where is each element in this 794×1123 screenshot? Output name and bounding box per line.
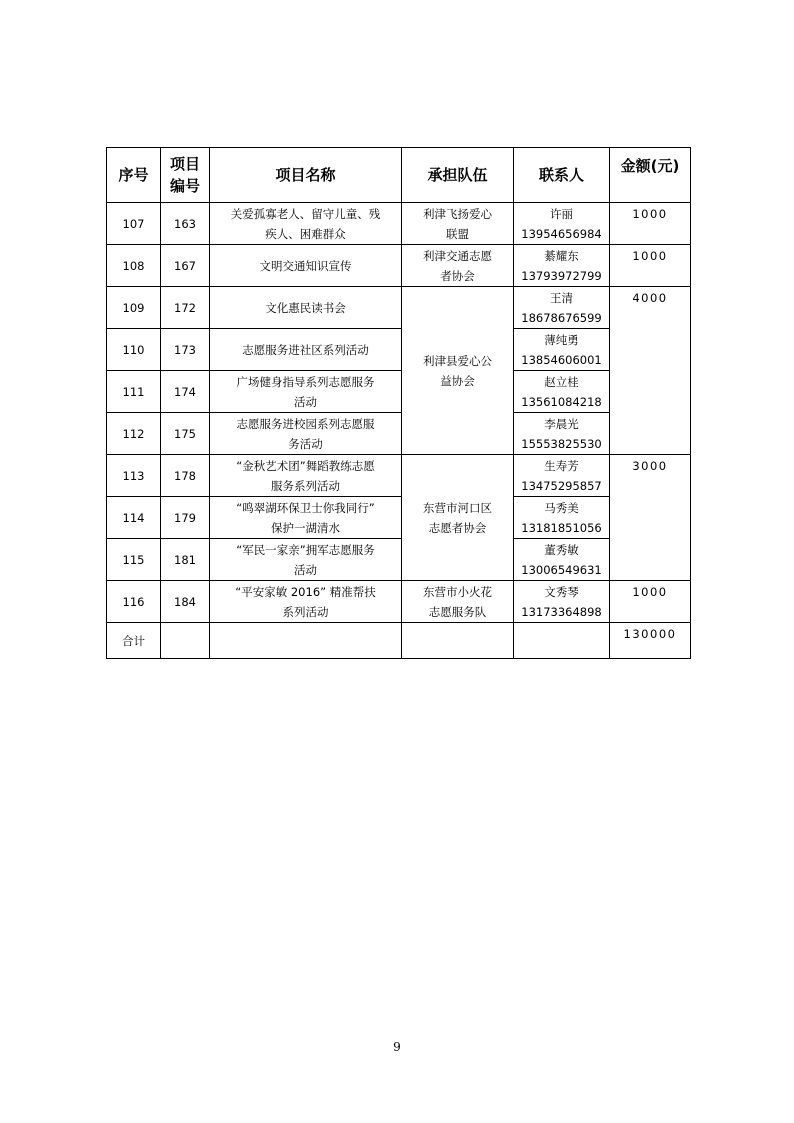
contact-cell: 王清 18678676599 bbox=[514, 287, 610, 329]
seq-cell: 112 bbox=[107, 413, 161, 455]
seq-cell: 110 bbox=[107, 329, 161, 371]
project-name-cell: “军民一家亲”拥军志愿服务 活动 bbox=[210, 539, 402, 581]
amount-cell: 4000 bbox=[610, 287, 691, 455]
project-number-cell: 184 bbox=[161, 581, 210, 623]
table-row bbox=[107, 287, 691, 329]
seq-cell: 115 bbox=[107, 539, 161, 581]
team-cell: 东营市小火花 志愿服务队 bbox=[402, 581, 514, 623]
project-number-cell: 163 bbox=[161, 203, 210, 245]
project-number-cell: 173 bbox=[161, 329, 210, 371]
project-number-cell: 174 bbox=[161, 371, 210, 413]
project-number-cell: 178 bbox=[161, 455, 210, 497]
total-amount: 130000 bbox=[610, 623, 691, 659]
header-project-name: 项目名称 bbox=[210, 148, 402, 203]
project-name-cell: 志愿服务进校园系列志愿服 务活动 bbox=[210, 413, 402, 455]
seq-cell: 111 bbox=[107, 371, 161, 413]
funding-table bbox=[106, 147, 691, 659]
contact-cell: 许丽 13954656984 bbox=[514, 203, 610, 245]
project-number-cell: 167 bbox=[161, 245, 210, 287]
header-seq: 序号 bbox=[107, 148, 161, 203]
table-row bbox=[107, 329, 691, 371]
total-empty-cell bbox=[161, 623, 210, 659]
table-row bbox=[107, 497, 691, 539]
contact-cell: 綦耀东 13793972799 bbox=[514, 245, 610, 287]
contact-cell: 薄纯勇 13854606001 bbox=[514, 329, 610, 371]
project-number-cell: 172 bbox=[161, 287, 210, 329]
contact-cell: 文秀琴 13173364898 bbox=[514, 581, 610, 623]
seq-cell: 107 bbox=[107, 203, 161, 245]
team-cell: 利津县爱心公 益协会 bbox=[402, 287, 514, 455]
header-amount: 金额(元) bbox=[610, 148, 691, 203]
total-empty-cell bbox=[514, 623, 610, 659]
project-number-cell: 179 bbox=[161, 497, 210, 539]
seq-cell: 108 bbox=[107, 245, 161, 287]
project-name-cell: “鸣翠湖环保卫士你我同行” 保护一湖清水 bbox=[210, 497, 402, 539]
project-name-cell: “金秋艺术团”舞蹈教练志愿 服务系列活动 bbox=[210, 455, 402, 497]
seq-cell: 109 bbox=[107, 287, 161, 329]
project-name-cell: 志愿服务进社区系列活动 bbox=[210, 329, 402, 371]
contact-cell: 赵立桂 13561084218 bbox=[514, 371, 610, 413]
table-header-row bbox=[107, 148, 691, 203]
project-name-cell: 文明交通知识宣传 bbox=[210, 245, 402, 287]
seq-cell: 113 bbox=[107, 455, 161, 497]
table-row bbox=[107, 203, 691, 245]
team-cell: 东营市河口区 志愿者协会 bbox=[402, 455, 514, 581]
total-label: 合计 bbox=[107, 623, 161, 659]
project-number-cell: 175 bbox=[161, 413, 210, 455]
project-name-cell: 关爱孤寡老人、留守儿童、残 疾人、困难群众 bbox=[210, 203, 402, 245]
header-project-number: 项目 编号 bbox=[161, 148, 210, 203]
table-row bbox=[107, 581, 691, 623]
amount-cell: 1000 bbox=[610, 581, 691, 623]
amount-cell: 1000 bbox=[610, 245, 691, 287]
page-number: 9 bbox=[393, 1040, 401, 1054]
project-name-cell: 广场健身指导系列志愿服务 活动 bbox=[210, 371, 402, 413]
seq-cell: 116 bbox=[107, 581, 161, 623]
seq-cell: 114 bbox=[107, 497, 161, 539]
amount-cell: 3000 bbox=[610, 455, 691, 581]
total-row bbox=[107, 623, 691, 659]
table-row bbox=[107, 245, 691, 287]
project-number-cell: 181 bbox=[161, 539, 210, 581]
contact-cell: 生寿芳 13475295857 bbox=[514, 455, 610, 497]
team-cell: 利津交通志愿 者协会 bbox=[402, 245, 514, 287]
contact-cell: 李晨光 15553825530 bbox=[514, 413, 610, 455]
table-row bbox=[107, 455, 691, 497]
header-contact: 联系人 bbox=[514, 148, 610, 203]
contact-cell: 董秀敏 13006549631 bbox=[514, 539, 610, 581]
table-row bbox=[107, 371, 691, 413]
table-row bbox=[107, 539, 691, 581]
project-name-cell: 文化惠民读书会 bbox=[210, 287, 402, 329]
team-cell: 利津飞扬爱心 联盟 bbox=[402, 203, 514, 245]
table-row bbox=[107, 413, 691, 455]
amount-cell: 1000 bbox=[610, 203, 691, 245]
contact-cell: 马秀美 13181851056 bbox=[514, 497, 610, 539]
total-empty-cell bbox=[402, 623, 514, 659]
project-name-cell: “平安家敏 2016” 精准帮扶 系列活动 bbox=[210, 581, 402, 623]
total-empty-cell bbox=[210, 623, 402, 659]
header-team: 承担队伍 bbox=[402, 148, 514, 203]
